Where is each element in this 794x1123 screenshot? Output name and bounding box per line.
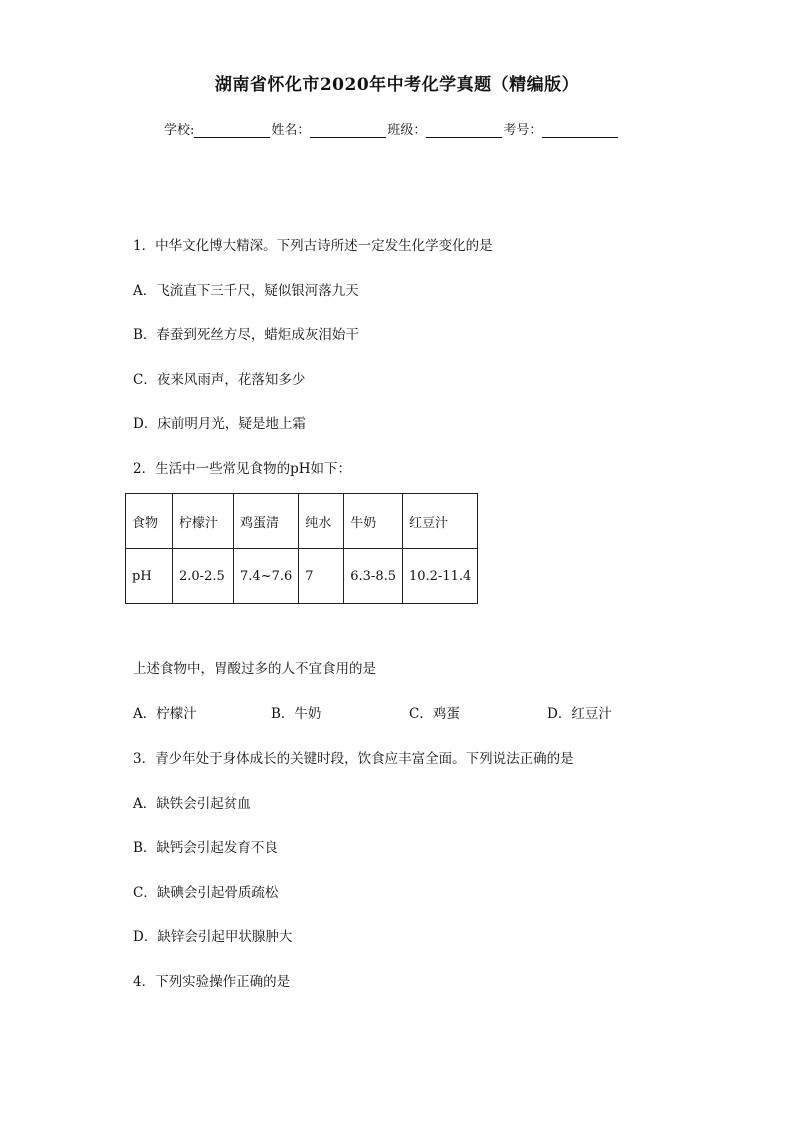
q1-option-b: B．春蚕到死丝方尽，蜡炬成灰泪始干 — [133, 327, 359, 343]
table-cell: 纯水 — [299, 494, 344, 549]
table-cell: 2.0-2.5 — [173, 549, 234, 604]
name-blank — [310, 123, 386, 138]
q2-option-d: D．红豆汁 — [547, 706, 612, 722]
class-label: 班级： — [387, 123, 427, 138]
table-cell: 食物 — [126, 494, 173, 549]
table-cell: 鸡蛋清 — [234, 494, 299, 549]
table-cell: 红豆汁 — [403, 494, 478, 549]
q3-option-a: A．缺铁会引起贫血 — [133, 796, 251, 812]
q4-stem: 4．下列实验操作正确的是 — [133, 974, 291, 990]
table-cell: 牛奶 — [344, 494, 403, 549]
school-label: 学校: — [164, 123, 195, 138]
q1-option-c: C．夜来风雨声，花落知多少 — [133, 372, 306, 388]
q1-stem: 1．中华文化博大精深。下列古诗所述一定发生化学变化的是 — [133, 238, 493, 254]
q2-stem: 2．生活中一些常见食物的pH如下： — [133, 461, 352, 477]
table-cell: 10.2-11.4 — [403, 549, 478, 604]
table-row — [126, 549, 478, 604]
q1-option-a: A．飞流直下三千尺，疑似银河落九天 — [133, 283, 359, 299]
q2-option-a: A．柠檬汁 — [133, 706, 197, 722]
student-info-line — [164, 119, 619, 138]
exam-no-label: 考号： — [503, 123, 543, 138]
q2-option-c: C．鸡蛋 — [409, 706, 460, 722]
name-label: 姓名： — [271, 123, 311, 138]
q2-question: 上述食物中，胃酸过多的人不宜食用的是 — [133, 661, 376, 677]
ph-table — [125, 493, 478, 604]
table-cell: 6.3-8.5 — [344, 549, 403, 604]
school-blank — [194, 123, 270, 138]
class-blank — [426, 123, 502, 138]
q3-option-d: D．缺锌会引起甲状腺肿大 — [133, 929, 293, 945]
table-cell: 7 — [299, 549, 344, 604]
table-cell: 柠檬汁 — [173, 494, 234, 549]
page-title: 湖南省怀化市2020年中考化学真题（精编版） — [214, 75, 580, 95]
exam-no-blank — [542, 123, 618, 138]
table-header-row — [126, 494, 478, 549]
q3-option-c: C．缺碘会引起骨质疏松 — [133, 885, 279, 901]
q3-stem: 3．青少年处于身体成长的关键时段，饮食应丰富全面。下列说法正确的是 — [133, 751, 574, 767]
q3-option-b: B．缺钙会引起发育不良 — [133, 840, 278, 856]
table-cell: pH — [126, 549, 173, 604]
q2-option-b: B．牛奶 — [271, 706, 322, 722]
table-cell: 7.4~7.6 — [234, 549, 299, 604]
q1-option-d: D．床前明月光，疑是地上霜 — [133, 416, 306, 432]
